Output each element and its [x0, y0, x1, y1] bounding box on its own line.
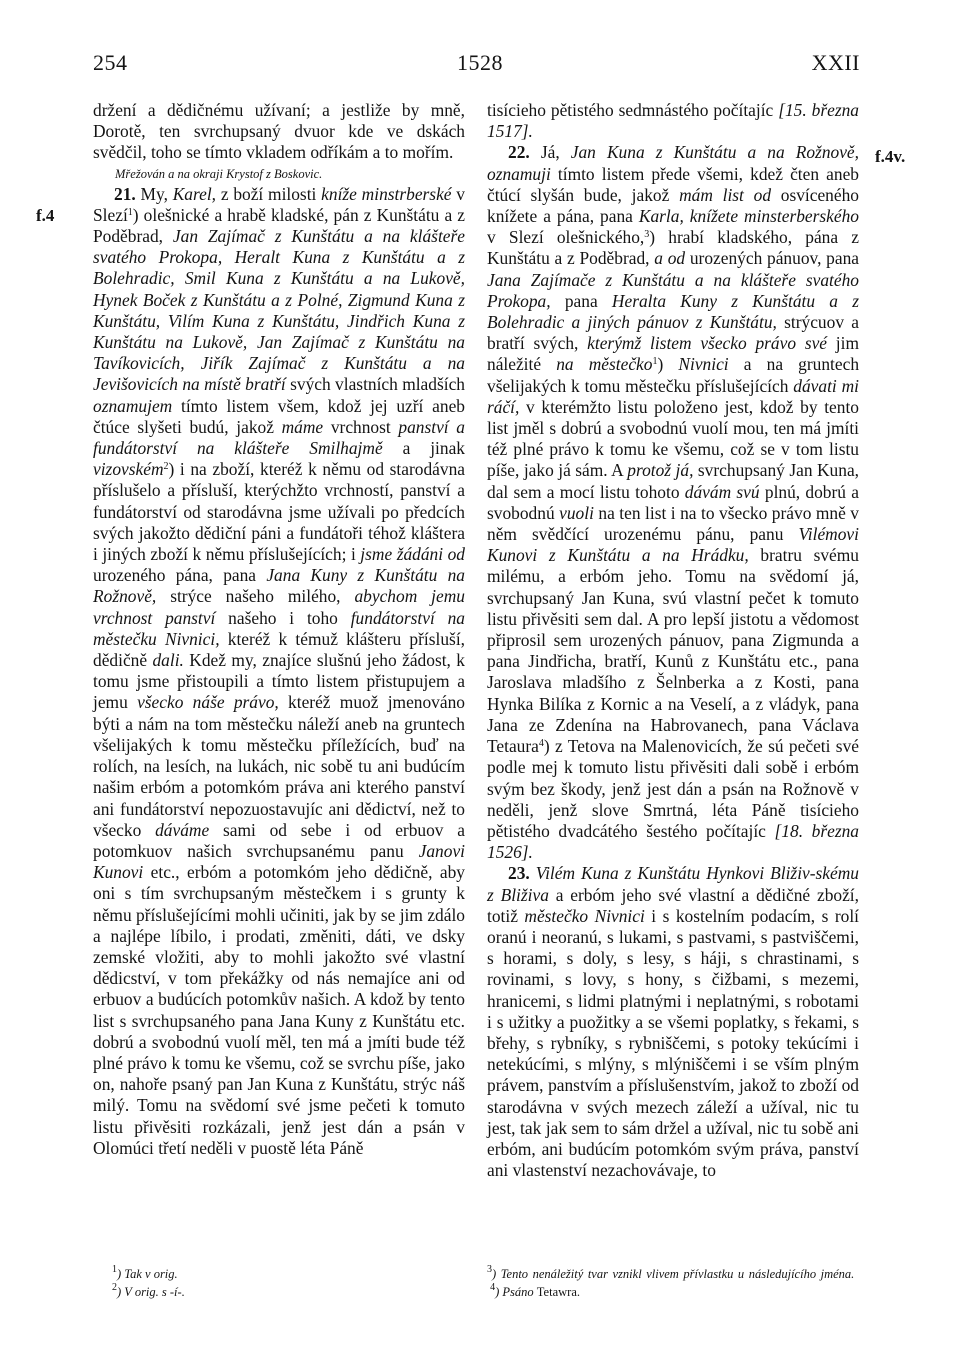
entry-text: vrchnost — [323, 416, 399, 437]
entry-text: urozených pánuov, pana — [685, 248, 859, 269]
footnote-3-4 — [487, 1265, 862, 1301]
entry-text: etc., erbóm a potomkóm jeho dědičně, aby oni s tím svrchupsaným městečkem i s grunty k němu příslušejícími mohli učiniti, jak by se jim zdálo a najlépe líbilo, i prodati, změniti, dáti, ve dsky zemské vložiti, aby to mohli jakožto své vlastní dědicství, v tom překážky od nás nemajíce ani od erbuov a budúcích potomkův našich. A kdož by tento list s svrchupsaného pana Jana Kuny z Kunštátu etc. dobrú a svobodnú vuolí měl, ten má a jmíti bude též plné právo k tomu ke všemu, což se svrchu píše, jako on, nahoře psaný pan Jan Kuna z Kunštátu, strýc náš milý. Tomu na svědomí své jsme pečeti k tomuto listu přivěsiti rozkázali, jenž jest dán a psán v Olomúci třetí neděli v puostě léta Páně — [93, 862, 465, 1158]
entry-text-italic: Vilém Kuna z Kunštátu Hynkovi Bliživ-skému z Bliživa — [487, 863, 859, 905]
page-number: 254 — [93, 50, 128, 75]
footnote-number: 4 — [490, 1282, 496, 1293]
entry-text: plnú, dobrú a svobodnú — [487, 481, 859, 523]
entry-text: a erbóm jeho své vlastní a dědičné zboží, totiž — [487, 884, 859, 926]
footnote-ref: 2 — [163, 461, 169, 473]
entry-text-italic: vizovském — [93, 459, 164, 480]
entry-number: 21. — [114, 183, 136, 204]
entry-text-italic: Nivnici — [678, 354, 729, 375]
footnote-ref: 1 — [127, 206, 133, 218]
left-column — [93, 100, 465, 1159]
entry-text: v Slezí — [93, 183, 465, 225]
entry-text: našeho i toho — [215, 607, 351, 628]
entry-text-italic: Jana Kuny z Kunštátu na Rožnově, — [93, 565, 465, 607]
entry-text: z boží milosti — [216, 183, 322, 204]
footnote-text: ) V orig. s -í-. — [117, 1285, 185, 1299]
footnote-text: ) Psáno — [495, 1285, 537, 1299]
entry-text: kteréž muož jmenováno býti a nám na tom městečku náleží aneb na gruntech všelijakých k tomu městečku příležících, buď na rolích, na lesích, na lukách, nic sobě tu ani budúcím našim erbóm a potomkóm práva ani kterého panství ani fundátorství nepozuostavujíc ani dědictví, než to všecko — [93, 692, 465, 840]
footnote-number: 2 — [112, 1282, 117, 1293]
entry-text-italic: Karel, — [172, 183, 217, 204]
entry-text-italic: oznamujem — [93, 395, 173, 416]
entry-number: 23. — [508, 863, 530, 884]
footnote-1 — [112, 1265, 412, 1283]
entry-text: strýcuov a bratří svých, — [487, 312, 859, 354]
footnote-2 — [112, 1283, 412, 1301]
folio-note-right: f.4v. — [875, 147, 906, 166]
right-column — [487, 100, 859, 1181]
entry-text: ) i na zboží, kteréž k němu od starodávna příslušelo a přísluší, kterýchžto vrchností, panství a fundátorství od starodávna jsme užívali po předcích svých jakožto dědiční páni a fundátoři téhož kláštera i jiných zboží k němu příslušejících; i — [93, 459, 465, 565]
entry-text: sami od sebe i od erbuov a potomkuov našich svrchupsanému panu — [93, 819, 465, 861]
entry-number: 22. — [508, 142, 530, 163]
year-header: 1528 — [457, 50, 503, 75]
entry-text-italic: dali. — [152, 650, 184, 671]
footnote-number: 1 — [112, 1264, 117, 1275]
entry-text-italic: Vilémovi Kunovi z Kunštátu a na Hrádku, — [487, 524, 859, 566]
entry-text-italic: protož já, — [627, 460, 694, 481]
entry-text: Kdež my, znajíce slušnú jeho žádost, k tomu jsme přistoupili a tímto listem přistupujem a jemu — [93, 650, 465, 713]
entry-text-italic: všecko náše právo, — [137, 692, 279, 713]
footnote-number: 3 — [487, 1264, 492, 1275]
entry-text: tímto listem všem, kdož jej uzří aneb čtúce slyšeti budú, jakož — [93, 395, 465, 437]
rubric-note: Mřežován a na okraji Krystof z Boskovic. — [115, 166, 323, 181]
entry-text-italic: a od — [654, 248, 686, 269]
date-note: [15. března 1517]. — [487, 100, 859, 142]
entry-text: jim náležité — [487, 333, 860, 375]
entry-text-italic: dávati mi ráčí, — [487, 375, 859, 417]
continued-text: držení a dědičnému užívaní; a jestliže by mně, Dorotě, ten svrchupsaný dvuor kde ve dskách svědčil, toho se tímto vkladem odříkám a to mořím. — [93, 100, 465, 163]
entry-text-italic: Jana Zajímače z Kunštátu a na klášteře svatého Prokopa, — [487, 269, 859, 311]
footnotes-right — [487, 1265, 862, 1301]
entry-text: svrchupsaný Jan Kuna, dal sem a mocí listu tohoto — [487, 460, 860, 502]
footnote-ref: 4 — [538, 738, 544, 750]
entry-text: ) hrabí kladského, pána z Kunštátu a z Poděbrad, — [487, 227, 859, 269]
entry-23 — [487, 863, 859, 1181]
entry-text-italic: Janovi Kunovi — [93, 840, 465, 883]
entry-text-italic: abychom jemu vrchnost panství — [93, 586, 465, 628]
entry-text-italic: na městečko — [556, 354, 653, 375]
entry-text: svých vlastních mladších — [285, 374, 465, 395]
entry-text: tisícieho pětistého sedmnástého počítajíc — [487, 100, 779, 120]
entry-text: na ten list i na to všecko právo mně v něm svědčící urozenému pánu, panu — [487, 502, 859, 545]
entry-text-italic: Jan Kuna z Kunštátu a na Rožnově, oznamuji — [487, 142, 860, 184]
entry-text-italic: kníže minstrberské — [321, 183, 452, 204]
entry-text: tímto listem přede všemi, kdež čten aneb čtúcí slyšán bude, jakož — [487, 163, 859, 205]
entry-text: Já, — [529, 142, 571, 163]
entry-text-italic: Jan Zajímač z Kunštátu a na klášteře svatého Prokopa, Heralt Kuna z Kunštátu a z Bolehradic, Smil Kuna z Kunštátu a na Lukově, Hynek Boček z Kunštátu a z Polné, Zigmund Kuna z Kunštátu, Vilím Kuna z Kunštátu, Jindřich Kuna z Kunštátu na Lukově, Jan Zajímač z Kunštátu na Tavíkovicích, Jiřík Zajímač z Kunštátu a na Jevišovicích na místě bratří — [93, 226, 465, 395]
entry-text: ) z Tetova na Malenovicích, že sú pečeti své podle mej k tomuto listu přivěsiti dali sobě i erbóm svým bez škody, jenž jest dán a psán na Rožnově v neděli, jenž slove Smrtná, léta Páně tisícieho pětistého dvadcátého šestého počítajíc — [487, 736, 859, 841]
entry-text-italic: dáváme — [155, 819, 210, 840]
entry-text: bratru svému milému, a erbóm jeho. Tomu na svědomí já, svrchupsaný Jan Kuna, svú vlastní pečet k tomuto listu přivěsiti sem dal. A pro lepší jistotu a vědomost připrosil sem urozených pánuov, pana Zigmunda a pana Jindřicha, bratří, Kunů z Kunštátu etc., pana Jaroslava mladšího z Šelnberka a z Kosti, pana Hynka Bilíka z Kornic a na Veselí, a z vládyk, pana Jana ze Zdenína na Habrovanech, pana Václava Tetaura — [487, 545, 860, 757]
entry-text: urozeného pána, pana — [93, 565, 267, 586]
entry-text: v Slezí olešnického, — [487, 227, 645, 248]
entry-text-italic: městečko Nivnici — [524, 905, 645, 926]
entry-text: kteréž k témuž klášteru přísluší, dědičně — [93, 628, 465, 671]
entry-21 — [93, 184, 465, 1159]
entry-text-italic: kterýmž listem všecko právo své — [587, 333, 828, 354]
footnote-text: Tetawra. — [536, 1285, 580, 1299]
section-number: XXII — [811, 50, 860, 75]
entry-text-italic: panství a fundátorství na klášteře Smilhajmě — [93, 416, 465, 459]
folio-note-left: f.4 — [36, 206, 55, 225]
entry-text: v kterémžto listu položeno jest, kdož by tento list jměl s dobrú a svobodnú vuolí mou, ten má jmíti též plné právo k tomu ke všemu, což se v tom listu píše, jako já sám. A — [487, 396, 859, 481]
entry-text: My, — [135, 183, 173, 204]
entry-text: ) olešnické a hrabě kladské, pán z Kunštátu a z Poděbrad, — [93, 204, 465, 247]
entry-text-italic: máme — [281, 416, 324, 437]
continued-text — [487, 100, 859, 142]
entry-text: a jinak — [382, 438, 465, 459]
footnote-text: ) Tento nenáležitý tvar vznikl vlivem přívlastku u následujícího jména. — [492, 1267, 855, 1281]
entry-22 — [487, 142, 859, 863]
entry-text: strýce našeho milého, — [156, 586, 355, 607]
entry-text: pana — [550, 290, 612, 311]
entry-text-italic: mám list od — [679, 184, 772, 205]
entry-text-italic: jsme žádáni od — [360, 544, 465, 565]
entry-text-italic: vuoli — [559, 502, 594, 523]
footnote-ref: 3 — [644, 229, 650, 241]
entry-text: ) — [657, 354, 679, 375]
entry-text: i s kostelním podacím, s rolí oranú i neoranú, s lukami, s pastvami, s pastviščemi, s horami, s doly, s lesy, s háji, s chrastinami, s rovinami, s lovy, s hony, s čižbami, s mezemi, hranicemi, s lidmi platnými i neplatnými, s robotami i s užitky a puožitky a se všemi poplatky, s řekami, s břehy, s rybníky, s rybniščemi, s potoky tekúcími i netekúcími, s mlýny, s mlýniščemi i se vším plným právem, panstvím a příslušenstvím, jakož to zboží od starodávna v svých mezech záleží a užíval, nic tu jest, tak jak sem to sám držel a užíval, nic tu sobě ani erbóm, ani budúcím potomkóm svým práva, panství ani vlastenství nezachovávaje, to — [487, 905, 859, 1181]
entry-text-italic: dávám svú — [684, 481, 760, 502]
entry-text: a na gruntech všelijakých k tomu městečku příslušejících — [487, 354, 860, 396]
entry-text: osvíceného knížete a pána, pana — [487, 184, 859, 227]
footnotes-left — [112, 1265, 412, 1301]
date-note: [18. března 1526]. — [487, 820, 859, 863]
footnote-text: ) Tak v orig. — [117, 1267, 178, 1281]
entry-text-italic: fundátorství na městečku Nivnici, — [93, 607, 466, 649]
entry-text-italic: Heralta Kuny z Kunštátu a z Bolehradic a jiných pánuov z Kunštátu, — [487, 290, 859, 333]
entry-text-italic: Karla, knížete minsterberského — [638, 206, 859, 227]
footnote-ref: 1 — [652, 356, 658, 368]
